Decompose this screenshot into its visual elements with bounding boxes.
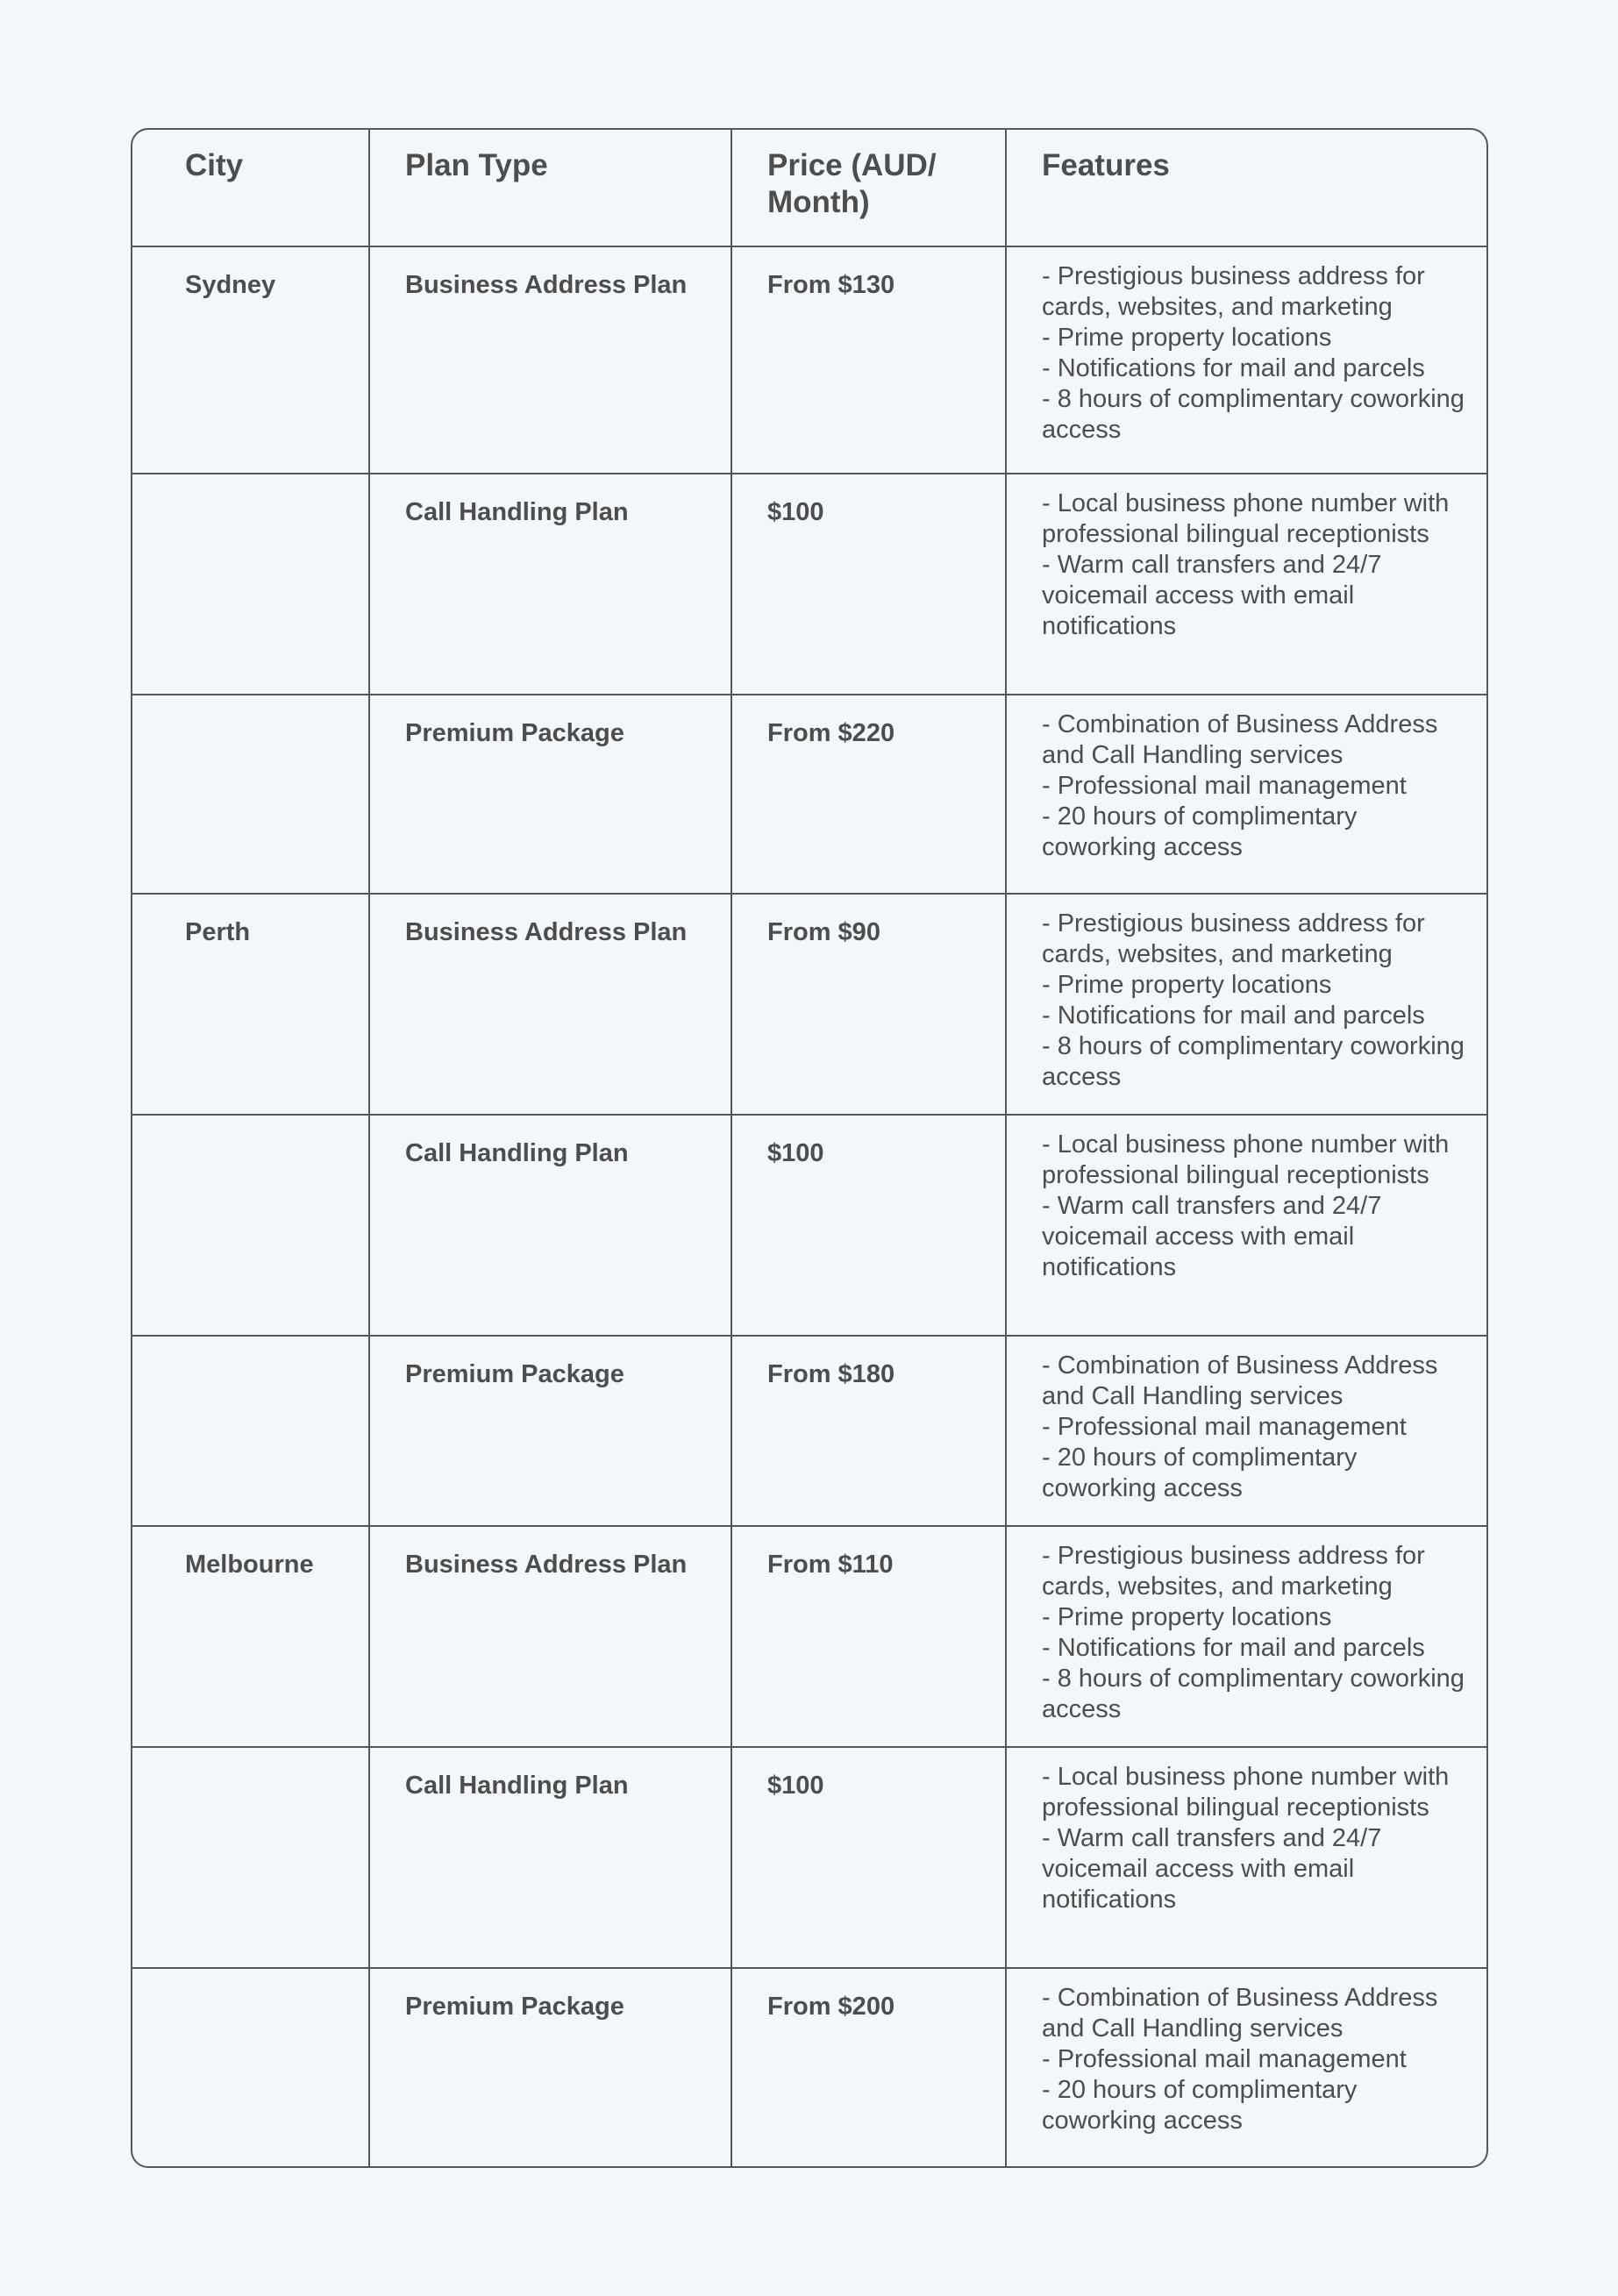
cell-city bbox=[132, 1336, 369, 1526]
cell-price: From $130 bbox=[731, 246, 1006, 474]
header-features: Features bbox=[1006, 130, 1486, 246]
cell-city bbox=[132, 695, 369, 894]
pricing-table-container bbox=[131, 128, 1488, 2168]
table-row bbox=[132, 894, 1486, 1115]
cell-features: - Prestigious business address for cards, websites, and marketing - Prime property locations - Notifications for mail and parcels - 8 hours of complimentary coworking access bbox=[1006, 246, 1486, 474]
cell-features: - Local business phone number with professional bilingual receptionists - Warm call transfers and 24/7 voicemail access with email notifications bbox=[1006, 474, 1486, 695]
cell-plan-type: Business Address Plan bbox=[369, 894, 731, 1115]
cell-price: From $200 bbox=[731, 1968, 1006, 2167]
cell-price: From $90 bbox=[731, 894, 1006, 1115]
table-row bbox=[132, 1526, 1486, 1747]
cell-features: - Local business phone number with professional bilingual receptionists - Warm call transfers and 24/7 voicemail access with email notifications bbox=[1006, 1747, 1486, 1968]
pricing-table bbox=[132, 130, 1486, 2167]
header-price: Price (AUD/ Month) bbox=[731, 130, 1006, 246]
table-header-row bbox=[132, 130, 1486, 246]
cell-city bbox=[132, 1747, 369, 1968]
cell-features: - Combination of Business Address and Call Handling services - Professional mail management - 20 hours of complimentary coworking access bbox=[1006, 695, 1486, 894]
cell-city bbox=[132, 1968, 369, 2167]
cell-price: From $110 bbox=[731, 1526, 1006, 1747]
cell-plan-type: Premium Package bbox=[369, 695, 731, 894]
cell-plan-type: Business Address Plan bbox=[369, 246, 731, 474]
cell-plan-type: Premium Package bbox=[369, 1336, 731, 1526]
cell-features: - Prestigious business address for cards, websites, and marketing - Prime property locations - Notifications for mail and parcels - 8 hours of complimentary coworking access bbox=[1006, 1526, 1486, 1747]
cell-plan-type: Call Handling Plan bbox=[369, 474, 731, 695]
cell-plan-type: Premium Package bbox=[369, 1968, 731, 2167]
table-row bbox=[132, 695, 1486, 894]
table-row bbox=[132, 1968, 1486, 2167]
cell-city bbox=[132, 474, 369, 695]
table-row bbox=[132, 474, 1486, 695]
table-row bbox=[132, 246, 1486, 474]
cell-features: - Combination of Business Address and Call Handling services - Professional mail management - 20 hours of complimentary coworking access bbox=[1006, 1336, 1486, 1526]
cell-city: Perth bbox=[132, 894, 369, 1115]
cell-features: - Local business phone number with professional bilingual receptionists - Warm call transfers and 24/7 voicemail access with email notifications bbox=[1006, 1115, 1486, 1336]
cell-plan-type: Call Handling Plan bbox=[369, 1747, 731, 1968]
table-row bbox=[132, 1336, 1486, 1526]
cell-price: $100 bbox=[731, 1747, 1006, 1968]
header-city: City bbox=[132, 130, 369, 246]
cell-city: Melbourne bbox=[132, 1526, 369, 1747]
cell-city bbox=[132, 1115, 369, 1336]
cell-price: $100 bbox=[731, 474, 1006, 695]
header-plan-type: Plan Type bbox=[369, 130, 731, 246]
cell-plan-type: Business Address Plan bbox=[369, 1526, 731, 1747]
cell-features: - Combination of Business Address and Call Handling services - Professional mail management - 20 hours of complimentary coworking access bbox=[1006, 1968, 1486, 2167]
table-row bbox=[132, 1115, 1486, 1336]
cell-price: From $180 bbox=[731, 1336, 1006, 1526]
cell-plan-type: Call Handling Plan bbox=[369, 1115, 731, 1336]
cell-price: From $220 bbox=[731, 695, 1006, 894]
table-row bbox=[132, 1747, 1486, 1968]
cell-city: Sydney bbox=[132, 246, 369, 474]
cell-price: $100 bbox=[731, 1115, 1006, 1336]
cell-features: - Prestigious business address for cards, websites, and marketing - Prime property locations - Notifications for mail and parcels - 8 hours of complimentary coworking access bbox=[1006, 894, 1486, 1115]
